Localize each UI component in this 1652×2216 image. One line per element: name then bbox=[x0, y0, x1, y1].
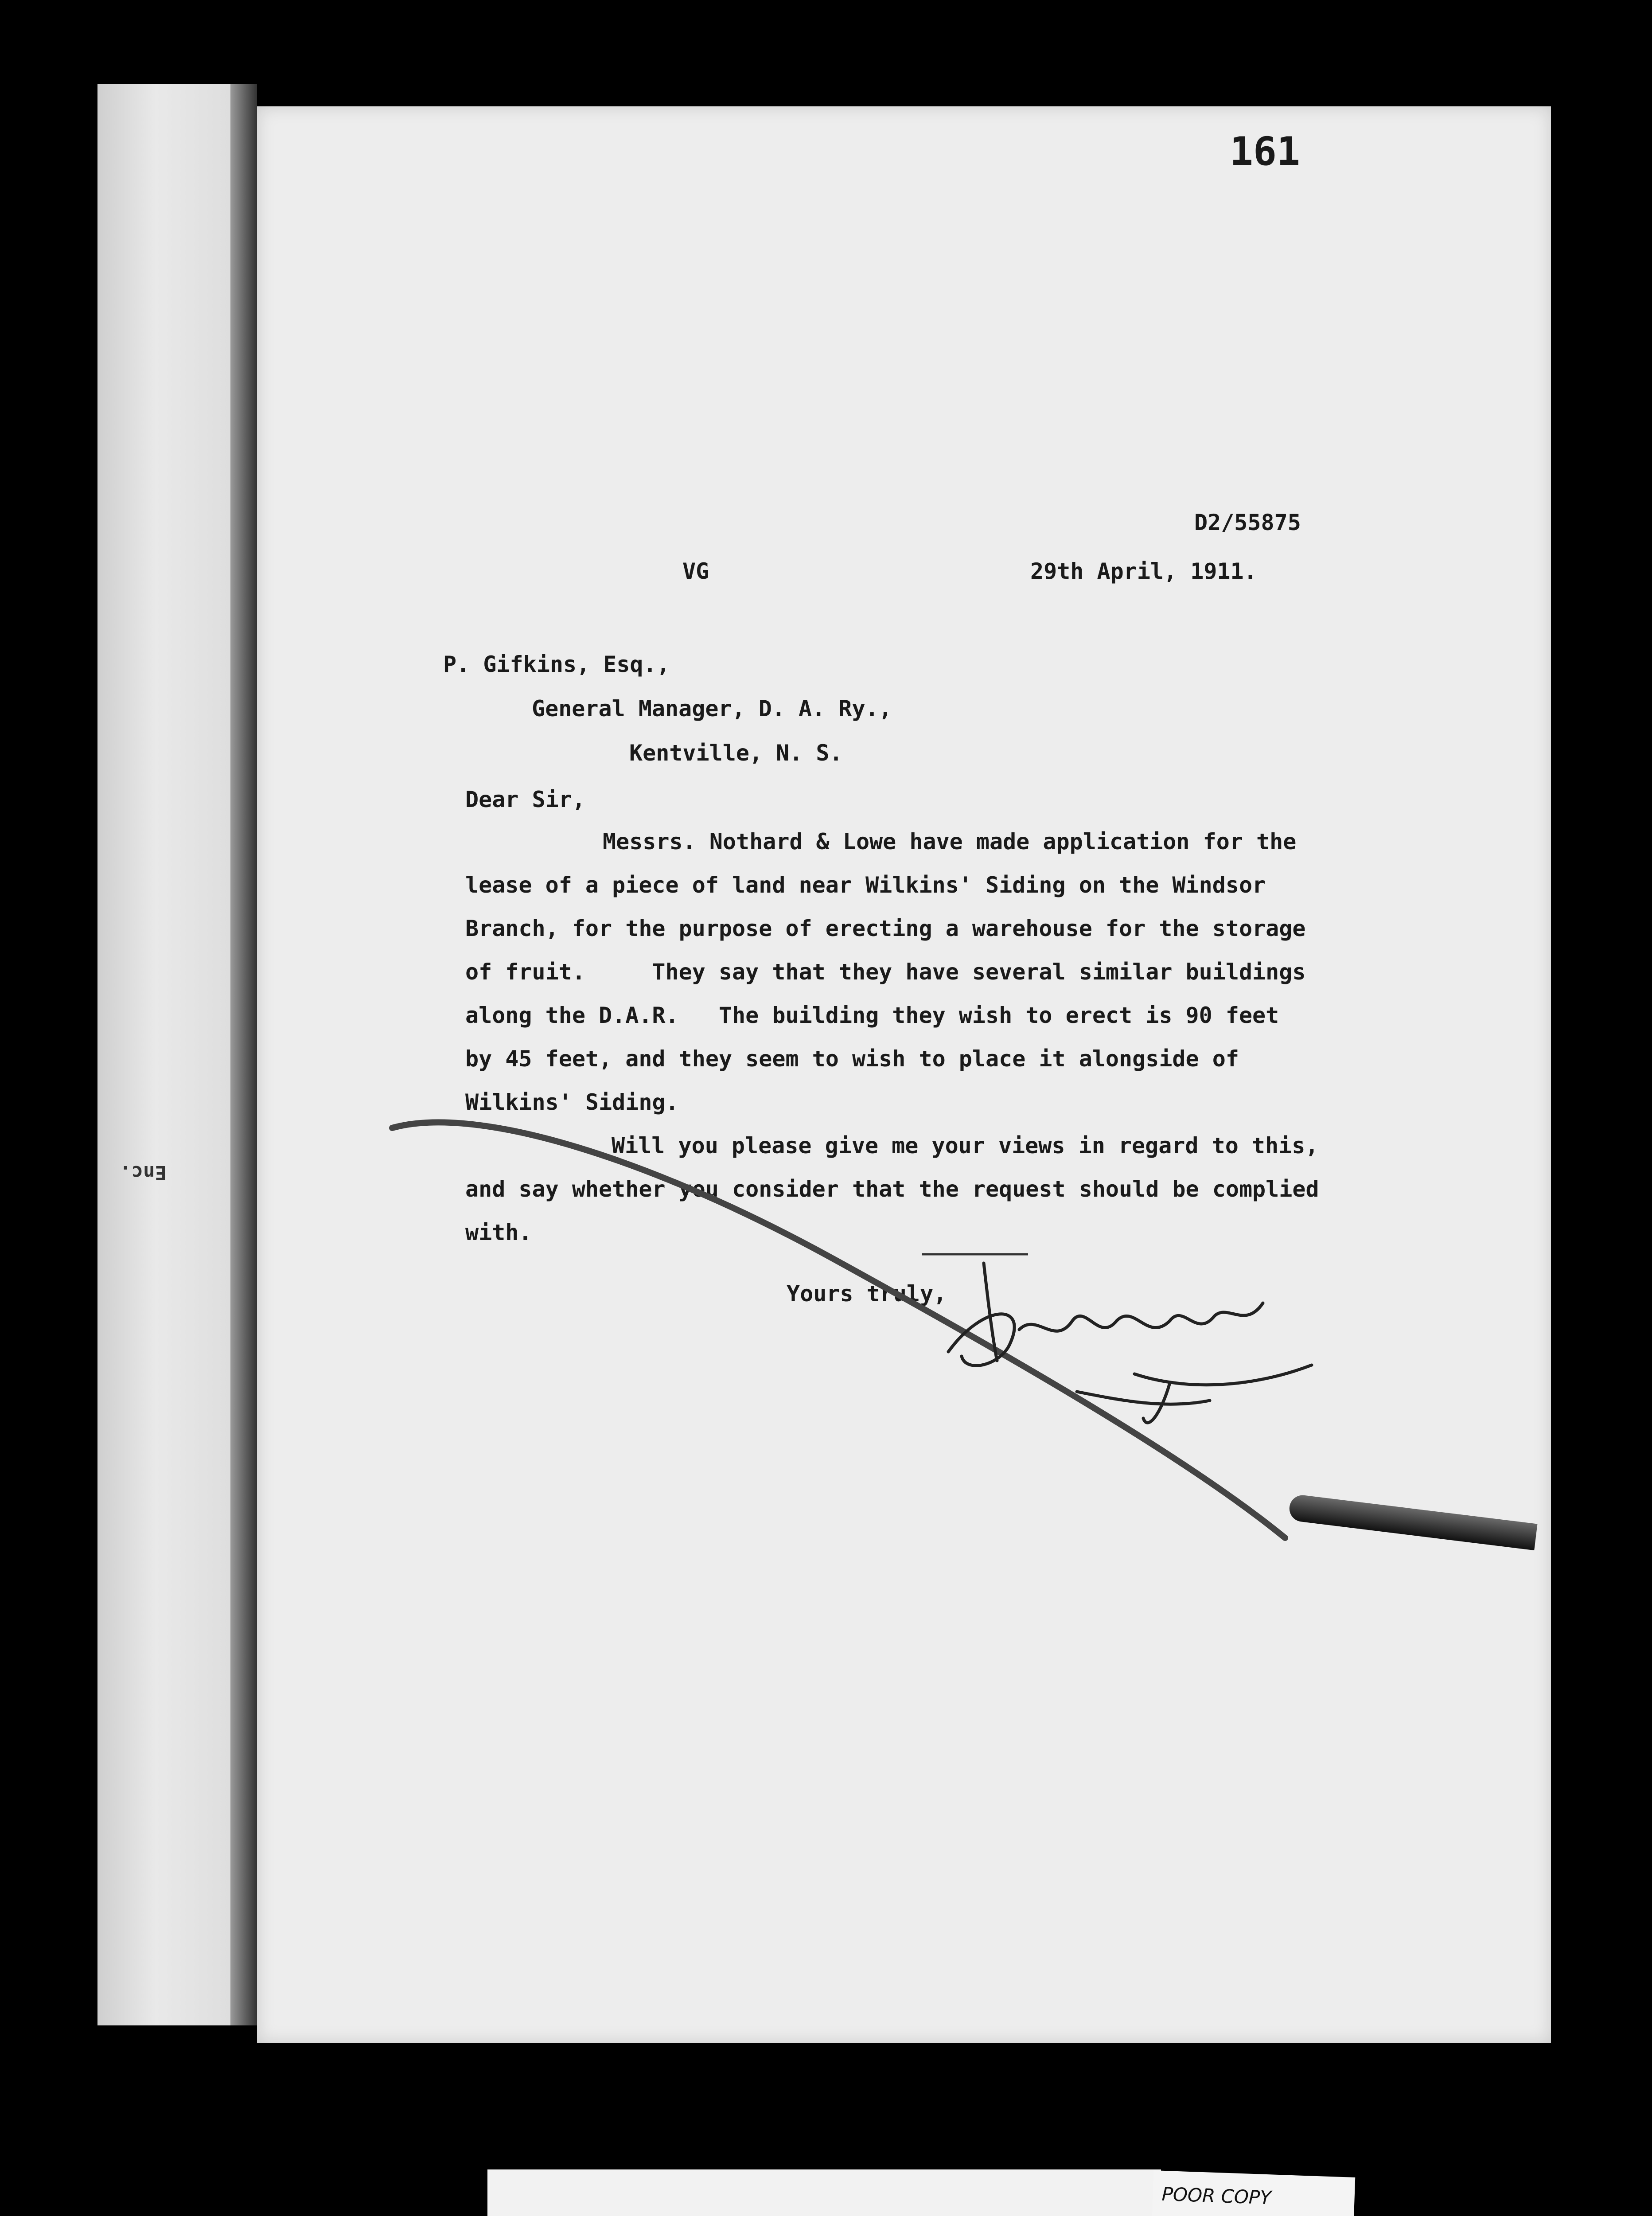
letter-date: 29th April, 1911. bbox=[1030, 558, 1257, 584]
poor-copy-en: POOR COPY bbox=[1161, 2183, 1272, 2209]
letter-page bbox=[257, 106, 1551, 2043]
signature-image bbox=[948, 1263, 1312, 1423]
address-line: Kentville, N. S. bbox=[629, 740, 843, 766]
body-line: Messrs. Nothard & Lowe have made application for the bbox=[603, 829, 1297, 854]
typist-initials: VG bbox=[682, 558, 709, 584]
body-line: with. bbox=[465, 1220, 532, 1245]
body-line: lease of a piece of land near Wilkins' Siding on the Windsor bbox=[465, 872, 1266, 898]
onionskin-strip bbox=[97, 84, 244, 2025]
body-line: Will you please give me your views in regard to this, bbox=[612, 1133, 1319, 1159]
body-line: and say whether you consider that the request should be complied bbox=[465, 1176, 1319, 1202]
address-line: P. Gifkins, Esq., bbox=[443, 652, 670, 677]
address-line: General Manager, D. A. Ry., bbox=[532, 696, 892, 722]
pen-stroke bbox=[392, 1122, 1285, 1538]
body-line: Wilkins' Siding. bbox=[465, 1089, 679, 1115]
margin-note: Enc. bbox=[120, 1161, 167, 1184]
page-edge-shadow bbox=[230, 84, 257, 2025]
closing: Yours truly, bbox=[787, 1281, 947, 1307]
salutation: Dear Sir, bbox=[465, 787, 585, 812]
poor-copy-note bbox=[1151, 2170, 1356, 2216]
body-line: of fruit. They say that they have several similar buildings bbox=[465, 959, 1306, 985]
body-line: Branch, for the purpose of erecting a warehouse for the storage bbox=[465, 916, 1306, 941]
reference-number: D2/55875 bbox=[1194, 510, 1301, 535]
pen-stroke-and-signature bbox=[257, 106, 1551, 2043]
body-line: by 45 feet, and they seem to wish to place it alongside of bbox=[465, 1046, 1239, 1072]
folio-number: 161 bbox=[1230, 129, 1300, 174]
body-line: along the D.A.R. The building they wish to erect is 90 feet bbox=[465, 1003, 1279, 1028]
archive-label bbox=[487, 2169, 1161, 2216]
